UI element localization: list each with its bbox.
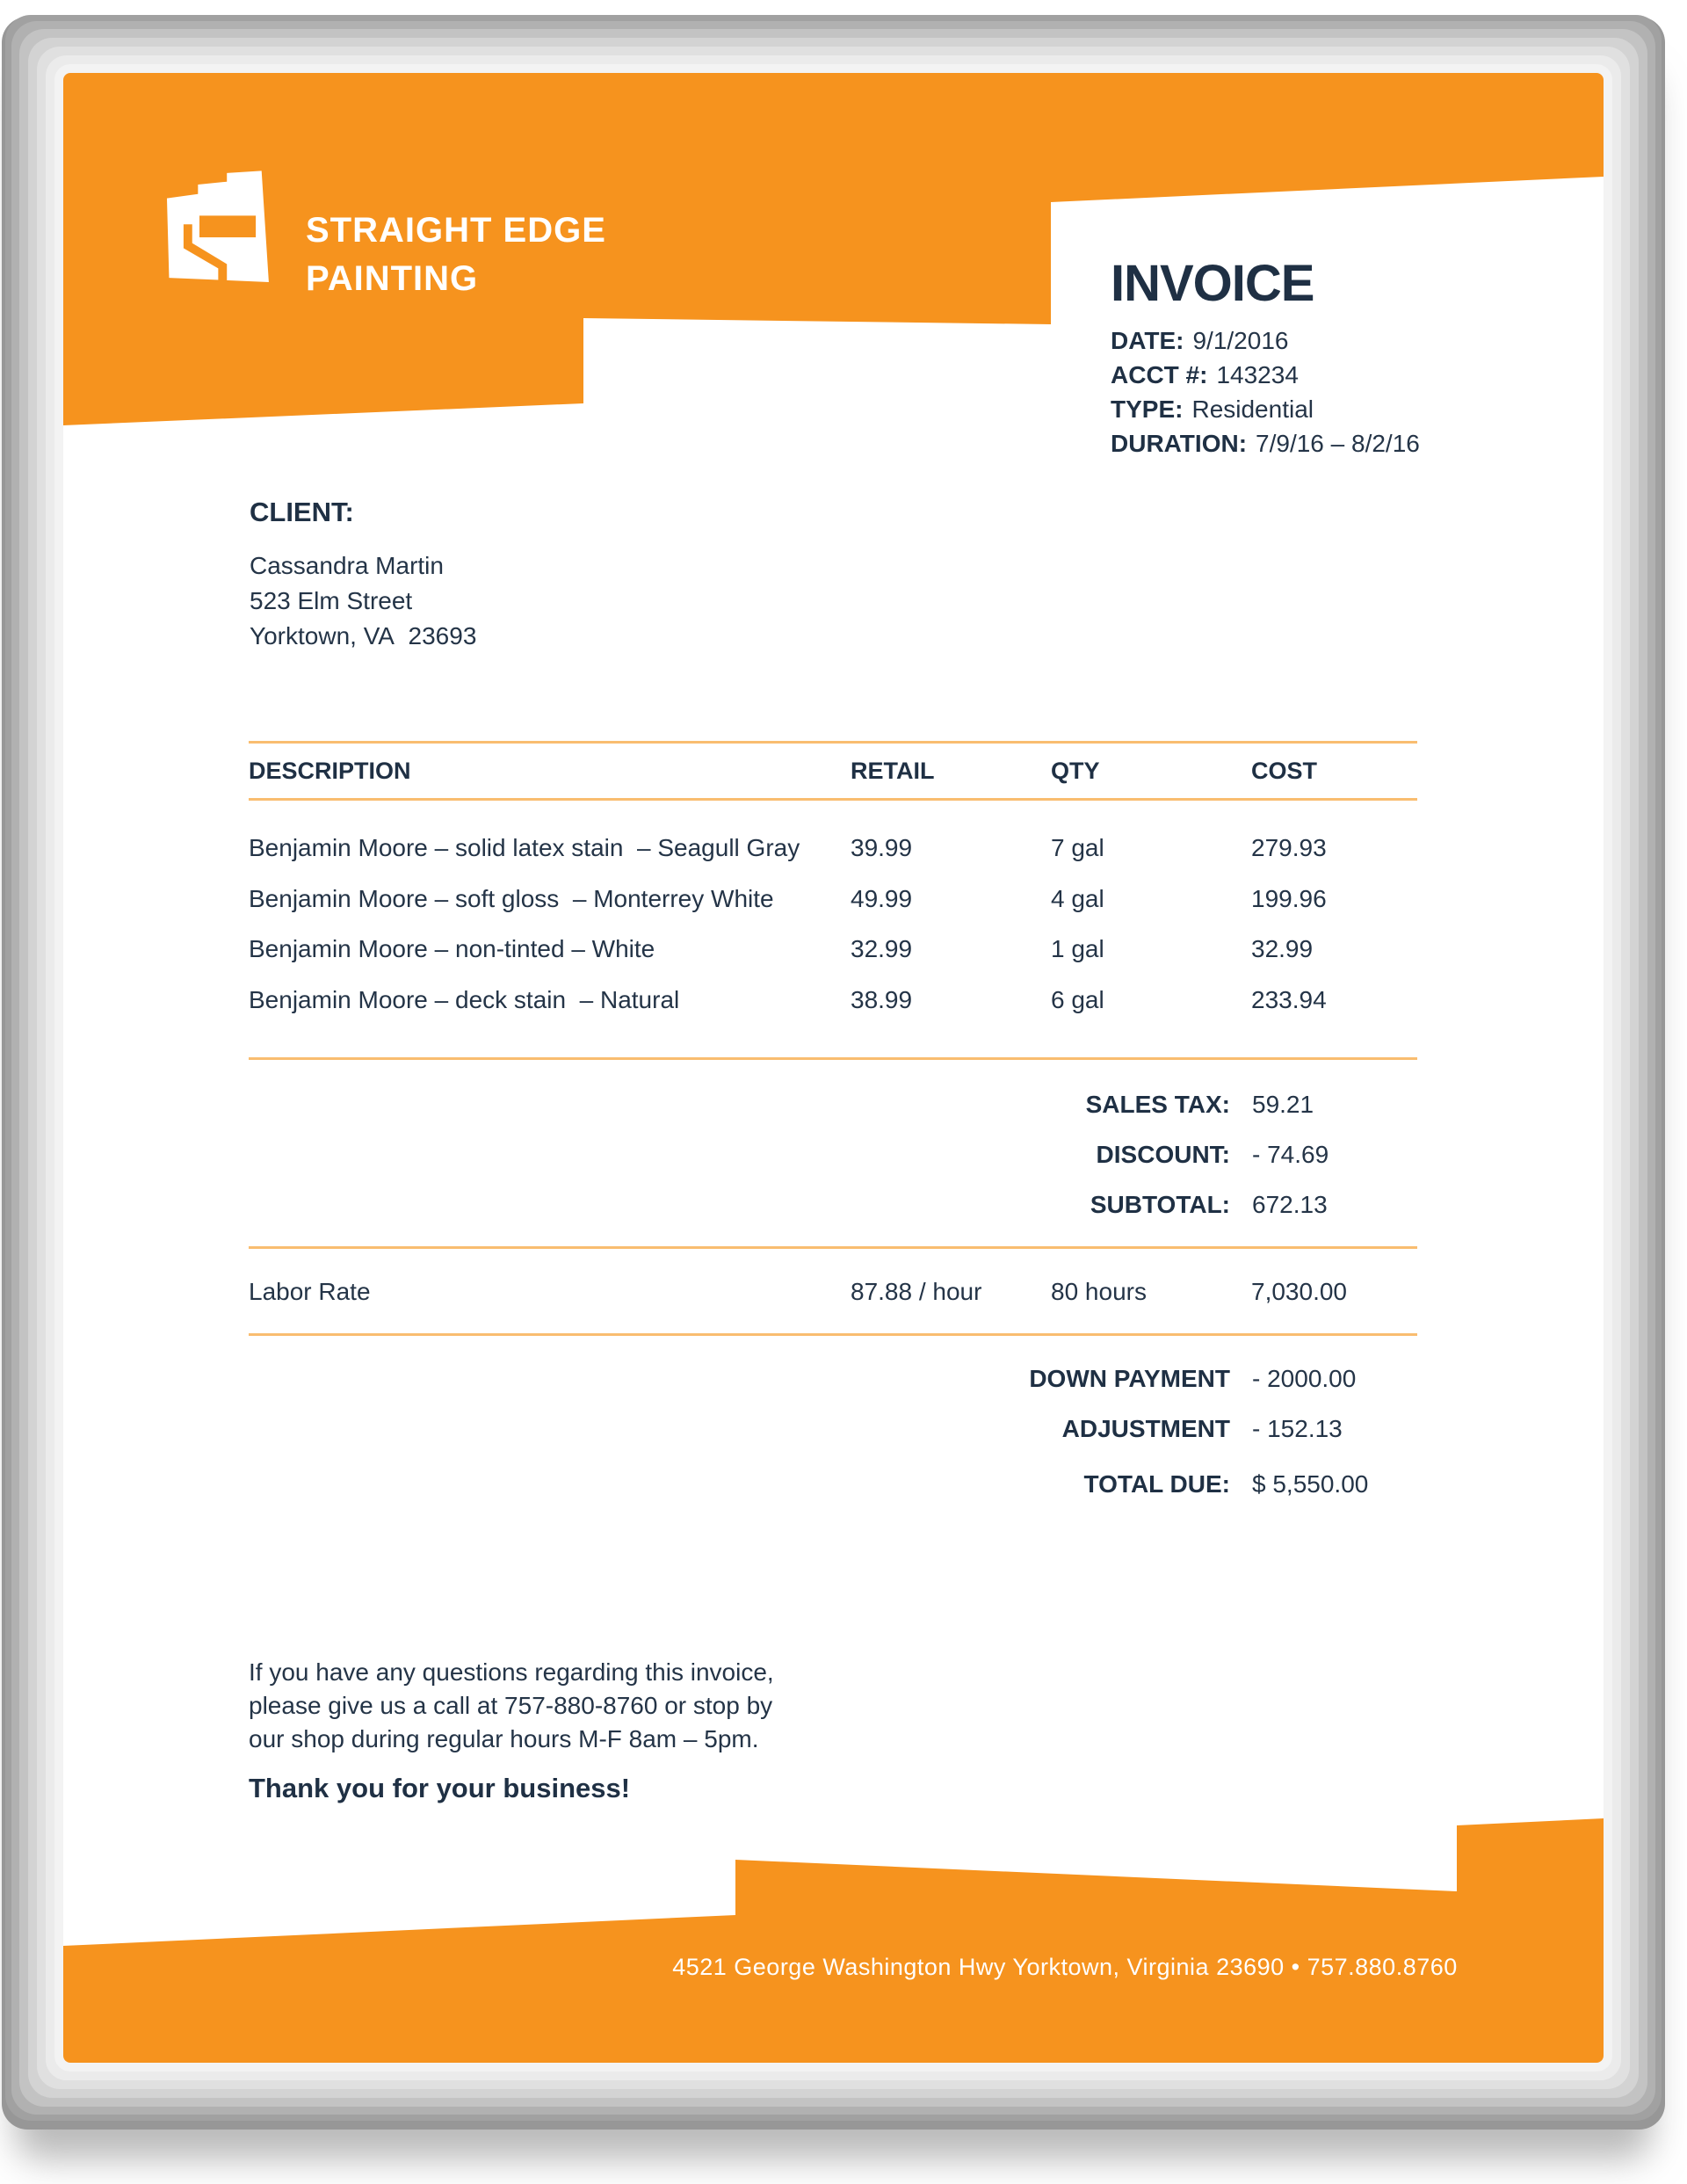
item-qty: 1 gal bbox=[1051, 935, 1104, 962]
labor-description: Labor Rate bbox=[249, 1278, 371, 1305]
thank-you-message: Thank you for your business! bbox=[249, 1773, 631, 1803]
company-name-line2: PAINTING bbox=[306, 259, 479, 298]
invoice-duration-row bbox=[1111, 426, 1420, 461]
table-rule-items-bottom bbox=[249, 1057, 1417, 1060]
item-qty: 4 gal bbox=[1051, 885, 1104, 912]
client-name: Cassandra Martin bbox=[250, 552, 444, 579]
item-cost: 199.96 bbox=[1251, 885, 1327, 912]
col-header-description: DESCRIPTION bbox=[249, 758, 411, 784]
item-cost: 279.93 bbox=[1251, 834, 1327, 861]
item-qty: 7 gal bbox=[1051, 834, 1104, 861]
client-street: 523 Elm Street bbox=[250, 587, 413, 614]
invoice-date-row bbox=[1111, 323, 1420, 358]
invoice-title: INVOICE bbox=[1111, 255, 1314, 312]
contact-note-line1: If you have any questions regarding this invoice, bbox=[249, 1658, 774, 1686]
adjustment-label: ADJUSTMENT bbox=[1061, 1415, 1230, 1442]
company-name bbox=[306, 207, 606, 303]
invoice-page bbox=[63, 73, 1604, 2063]
item-description: Benjamin Moore – deck stain – Natural bbox=[249, 986, 680, 1013]
company-name-line1: STRAIGHT EDGE bbox=[306, 211, 606, 250]
labor-hours: 80 hours bbox=[1051, 1278, 1147, 1305]
invoice-acct-row bbox=[1111, 358, 1420, 392]
contact-note-line3: our shop during regular hours M-F 8am – 5pm. bbox=[249, 1725, 759, 1752]
footer-address: 4521 George Washington Hwy Yorktown, Virginia 23690 • 757.880.8760 bbox=[672, 1954, 1458, 1980]
down-payment-label: DOWN PAYMENT bbox=[1029, 1365, 1230, 1392]
item-description: Benjamin Moore – non-tinted – White bbox=[249, 935, 655, 962]
type-label: TYPE: bbox=[1111, 395, 1184, 423]
client-address bbox=[250, 548, 476, 654]
sales-tax-value: 59.21 bbox=[1252, 1091, 1314, 1118]
date-value: 9/1/2016 bbox=[1192, 327, 1289, 354]
discount-value: - 74.69 bbox=[1252, 1141, 1329, 1168]
type-value: Residential bbox=[1191, 395, 1314, 423]
total-due-label: TOTAL DUE: bbox=[1083, 1470, 1230, 1498]
table-rule-header-top bbox=[249, 741, 1417, 744]
duration-label: DURATION: bbox=[1111, 430, 1248, 457]
col-header-cost: COST bbox=[1251, 758, 1318, 784]
table-rule-labor-top bbox=[249, 1246, 1417, 1249]
item-retail: 49.99 bbox=[851, 885, 913, 912]
labor-cost: 7,030.00 bbox=[1251, 1278, 1347, 1305]
item-description: Benjamin Moore – soft gloss – Monterrey White bbox=[249, 885, 774, 912]
subtotal-label: SUBTOTAL: bbox=[1090, 1191, 1230, 1218]
labor-rate: 87.88 / hour bbox=[851, 1278, 982, 1305]
total-due-value: $ 5,550.00 bbox=[1252, 1470, 1369, 1498]
table-rule-header-bottom bbox=[249, 798, 1417, 801]
acct-label: ACCT #: bbox=[1111, 361, 1208, 388]
contact-note bbox=[249, 1656, 774, 1756]
item-qty: 6 gal bbox=[1051, 986, 1104, 1013]
item-retail: 38.99 bbox=[851, 986, 913, 1013]
date-label: DATE: bbox=[1111, 327, 1184, 354]
acct-value: 143234 bbox=[1216, 361, 1299, 388]
invoice-meta bbox=[1111, 323, 1420, 461]
item-retail: 32.99 bbox=[851, 935, 913, 962]
footer-orange-shape bbox=[63, 1817, 1604, 2063]
col-header-qty: QTY bbox=[1051, 758, 1100, 784]
item-description: Benjamin Moore – solid latex stain – Seagull Gray bbox=[249, 834, 800, 861]
item-cost: 233.94 bbox=[1251, 986, 1327, 1013]
paint-roller-icon bbox=[155, 159, 285, 300]
duration-value: 7/9/16 – 8/2/16 bbox=[1256, 430, 1420, 457]
item-cost: 32.99 bbox=[1251, 935, 1314, 962]
client-heading: CLIENT: bbox=[250, 497, 354, 527]
discount-label: DISCOUNT: bbox=[1096, 1141, 1230, 1168]
client-city: Yorktown, VA 23693 bbox=[250, 622, 477, 649]
subtotal-value: 672.13 bbox=[1252, 1191, 1328, 1218]
invoice-type-row bbox=[1111, 392, 1420, 426]
contact-note-line2: please give us a call at 757-880-8760 or stop by bbox=[249, 1692, 773, 1719]
sales-tax-label: SALES TAX: bbox=[1085, 1091, 1230, 1118]
down-payment-value: - 2000.00 bbox=[1252, 1365, 1357, 1392]
col-header-retail: RETAIL bbox=[851, 758, 935, 784]
table-rule-labor-bottom bbox=[249, 1333, 1417, 1336]
adjustment-value: - 152.13 bbox=[1252, 1415, 1343, 1442]
item-retail: 39.99 bbox=[851, 834, 913, 861]
